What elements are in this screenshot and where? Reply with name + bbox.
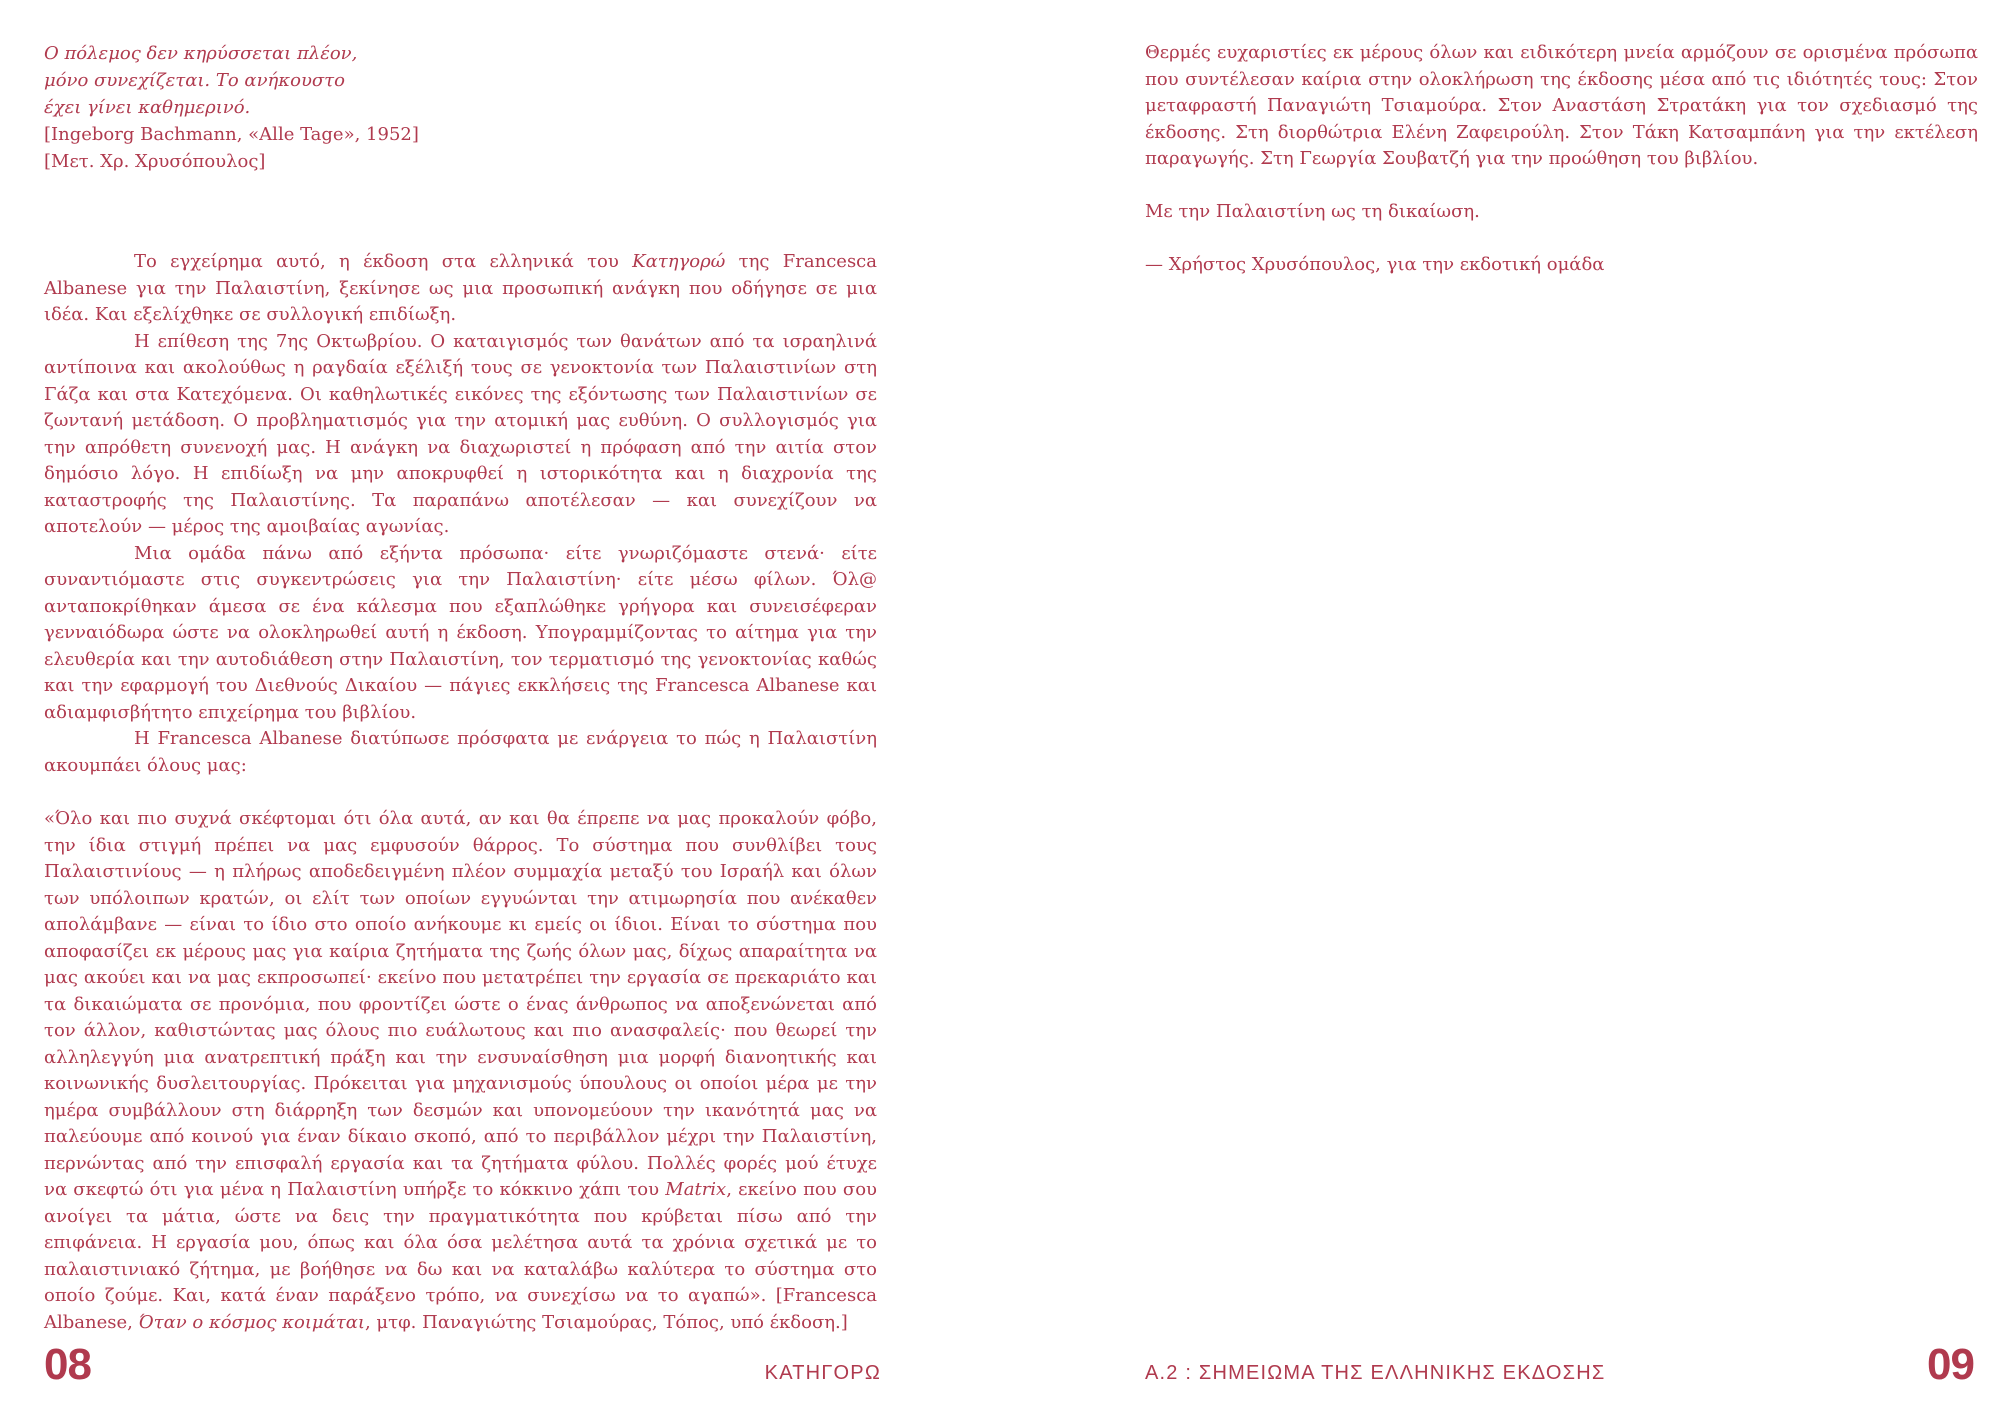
right-body-text (1145, 40, 1978, 305)
left-body-text (44, 249, 877, 1336)
epigraph-line: έχει γίνει καθημερινό. (44, 97, 251, 118)
acknowledgements: Θερμές ευχαριστίες εκ μέρους όλων και ειδικότερη μνεία αρμόζουν σε ορισμένα πρόσωπα που συντέλεσαν καίρια στην ολοκλήρωση της έκδοσης μέσα από τις ιδιότητές τους: Στον μεταφραστή Παναγιώτη Τσιαμούρα. Στον Αναστάση Στρατάκη για τον σχεδιασμό της έκδοσης. Στη διορθώτρια Ελένη Ζαφειρούλη. Στον Τάκη Κατσαμπάνη για την εκτέλεση παραγωγής. Στη Γεωργία Σουβατζή για την προώθηση του βιβλίου. (1145, 42, 1978, 169)
epigraph-source: [Ingeborg Bachmann, «Alle Tage», 1952] (44, 124, 419, 145)
book-title: Κατηγορώ (632, 251, 726, 272)
running-head-left: ΚΑΤΗΓΟΡΩ (764, 1362, 881, 1384)
right-page (1004, 0, 2008, 1417)
epigraph-line: μόνο συνεχίζεται. Το ανήκουστο (44, 70, 345, 91)
paragraph-4: Η Francesca Albanese διατύπωσε πρόσφατα με ενάργεια το πώς η Παλαιστίνη ακουμπάει όλους μας: (44, 728, 877, 776)
epigraph (44, 40, 419, 175)
paragraph-2: Η επίθεση της 7ης Οκτωβρίου. Ο καταιγισμός των θανάτων από τα ισραηλινά αντίποινα και ακολούθως η ραγδαία εξέλιξή τους σε γενοκτονία των Παλαιστινίων στη Γάζα και στα Κατεχόμενα. Οι καθηλωτικές εικόνες της εξόντωσης των Παλαιστινίων σε ζωντανή μετάδοση. Ο προβληματισμός για την ατομική μας ευθύνη. Ο συλλογισμός για την απρόθετη συνενοχή μας. Η ανάγκη να διαχωριστεί η πρόφαση από την αιτία στον δημόσιο λόγο. Η επιδίωξη να μην αποκρυφθεί η ιστορικότητα και η διαχρονία της καταστροφής της Παλαιστίνης. Τα παραπάνω αποτέλεσαν — και συνεχίζουν να αποτελούν — μέρος της αμοιβαίας αγωνίας. (44, 330, 877, 537)
epigraph-line: Ο πόλεμος δεν κηρύσσεται πλέον, (44, 43, 358, 64)
folio-left: 08 (44, 1340, 91, 1389)
signature: — Χρήστος Χρυσόπουλος, για την εκδοτική ομάδα (1145, 254, 1605, 275)
albanese-quote: «Όλο και πιο συχνά σκέφτομαι ότι όλα αυτά, αν και θα έπρεπε να μας προκαλούν φόβο, την ίδια στιγμή πρέπει να μας εμφυσούν θάρρος. Το σύστημα που συνθλίβει τους Παλαιστινίους — η πλήρως αποδεδειγμένη πλέον συμμαχία μεταξύ του Ισραήλ και όλων των υπόλοιπων κρατών, οι ελίτ των οποίων εγγυώνται την ατιμωρησία που ανέκαθεν απολάμβανε — είναι το ίδιο στο οποίο ανήκουμε κι εμείς οι ίδιοι. Είναι το σύστημα που αποφασίζει εκ μέρους μας για καίρια ζητήματα της ζωής όλων μας, δίχως απαραίτητα να μας ακούει και να μας εκπροσωπεί· εκείνο που μετατρέπει την εργασία σε πρεκαριάτο και τα δικαιώματα σε προνόμια, που φροντίζει ώστε ο ένας άνθρωπος να αποξενώνεται από τον άλλον, καθιστώντας μας όλους πιο ευάλωτους και πιο ανασφαλείς· που θεωρεί την αλληλεγγύη μια ανατρεπτική πράξη και την ενσυναίσθηση μια μορφή διανοητικής και κοινωνικής δυσλειτουργίας. Πρόκειται για μηχανισμούς ύπουλους οι οποίοι μέρα με την ημέρα συμβάλλουν στη διάρρηξη των δεσμών και υπονομεύουν την ικανότητά μας να παλεύουμε από κοινού για έναν δίκαιο σκοπό, από το περιβάλλον μέχρι την Παλαιστίνη, περνώντας από την επισφαλή εργασία και τα ζητήματα φύλου. Πολλές φορές μού έτυχε να σκεφτώ ότι για μένα η Παλαιστίνη υπήρξε το κόκκινο χάπι του Matrix, εκείνο που σου ανοίγει τα μάτια, ώστε να δεις την πραγματικότητα που κρύβεται πίσω από την επιφάνεια. Η εργασία μου, όπως και όλα όσα μελέτησα αυτά τα χρόνια σχετικά με το παλαιστινιακό ζήτημα, με βοήθησε να δω και να καταλάβω καλύτερα το σύστημα στο οποίο ζούμε. Και, κατά έναν παράξενο τρόπο, να συνεχίσω να το αγαπώ». [Francesca Albanese, Όταν ο κόσμος κοιμάται, μτφ. Παναγιώτης Τσιαμούρας, Τόπος, υπό έκδοση.] (44, 808, 877, 1333)
dedication: Με την Παλαιστίνη ως τη δικαίωση. (1145, 201, 1480, 222)
paragraph-1: Το εγχείρημα αυτό, η έκδοση στα ελληνικά του Κατηγορώ της Francesca Albanese για την Παλαιστίνη, ξεκίνησε ως μια προσωπική ανάγκη που οδήγησε σε μια ιδέα. Και εξελίχθηκε σε συλλογική επιδίωξη. (44, 251, 877, 325)
paragraph-3: Μια ομάδα πάνω από εξήντα πρόσωπα· είτε γνωριζόμαστε στενά· είτε συναντιόμαστε στις συγκεντρώσεις για την Παλαιστίνη· είτε μέσω φίλων. Όλ@ ανταποκρίθηκαν άμεσα σε ένα κάλεσμα που εξαπλώθηκε γρήγορα και συνεισέφεραν γενναιόδωρα ώστε να ολοκληρωθεί αυτή η έκδοση. Υπογραμμίζοντας το αίτημα για την ελευθερία και την αυτοδιάθεση στην Παλαιστίνη, τον τερματισμό της γενοκτονίας καθώς και την εφαρμογή του Διεθνούς Δικαίου — πάγιες εκκλήσεις της Francesca Albanese και αδιαμφισβήτητο επιχείρημα του βιβλίου. (44, 542, 877, 723)
running-head-right: Α.2 : ΣΗΜΕΙΩΜΑ ΤΗΣ ΕΛΛΗΝΙΚΗΣ ΕΚΔΟΣΗΣ (1145, 1362, 1606, 1384)
epigraph-translator: [Μετ. Χρ. Χρυσόπουλος] (44, 151, 266, 172)
folio-right: 09 (1927, 1340, 1974, 1389)
